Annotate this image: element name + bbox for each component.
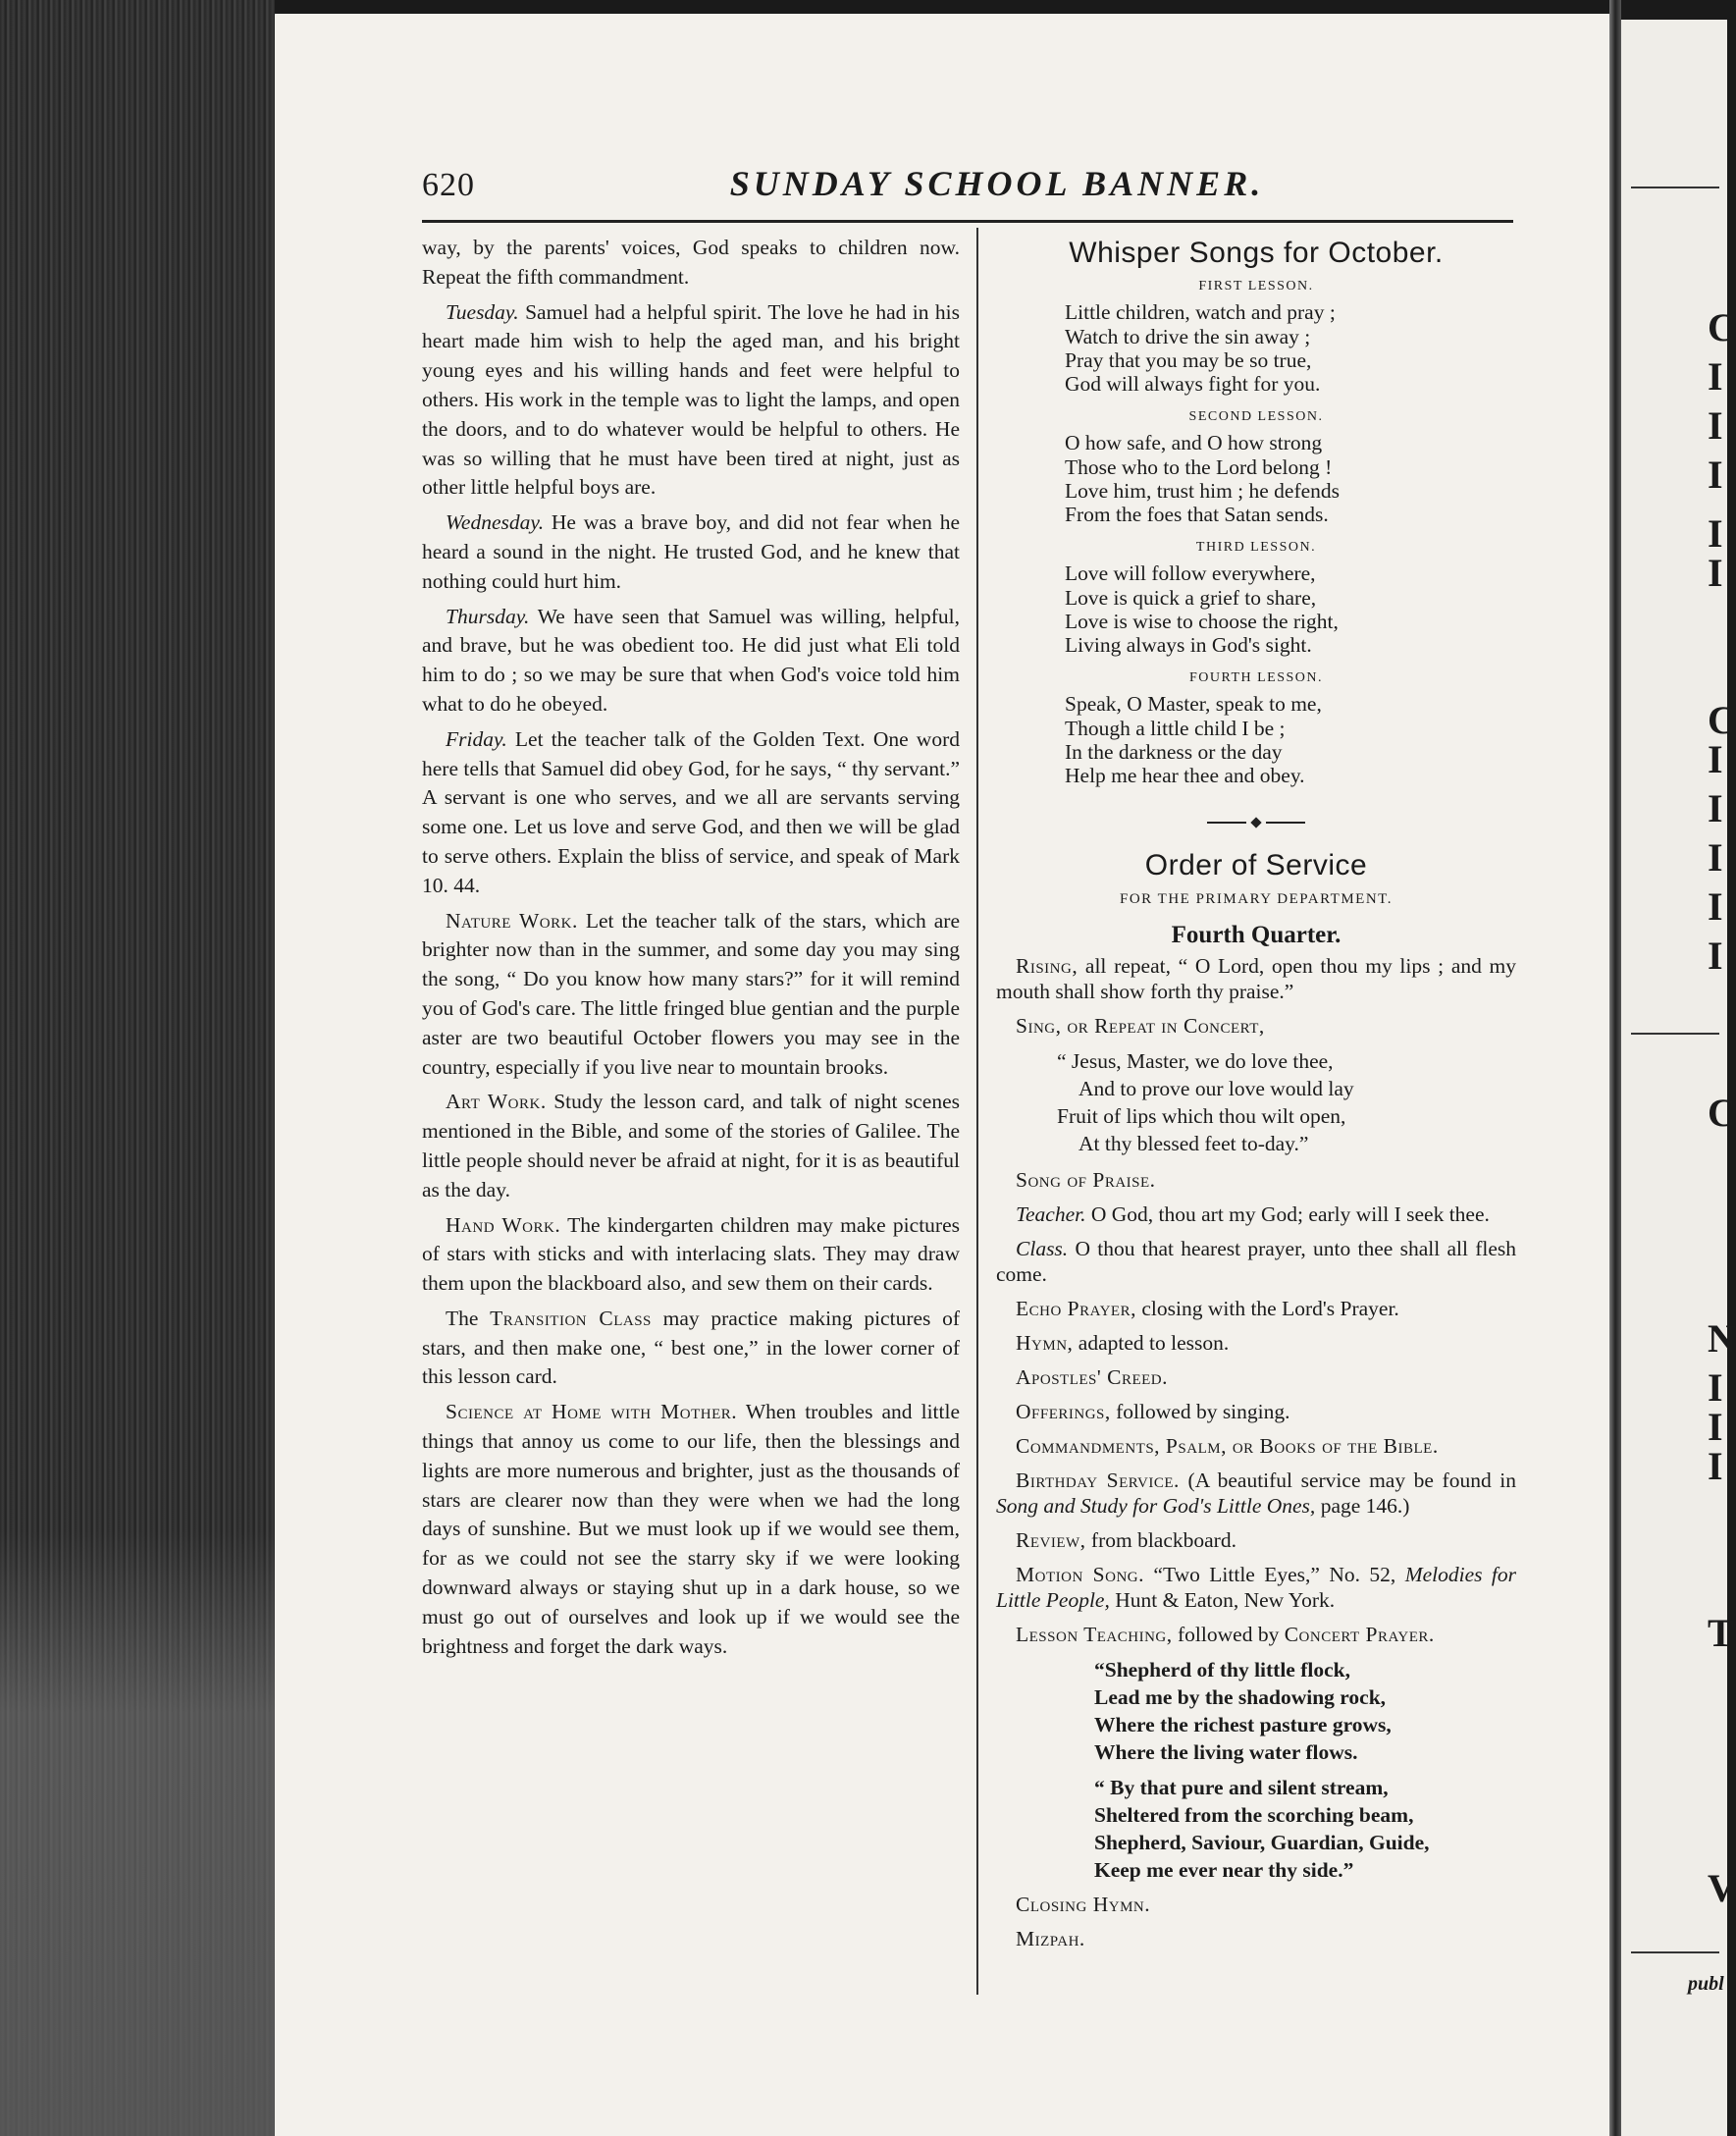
verse-line: “ Jesus, Master, we do love thee, <box>1057 1048 1334 1073</box>
paragraph-friday <box>422 725 960 901</box>
service-item-rising <box>996 953 1516 1004</box>
right-column <box>996 234 1516 1960</box>
ornament-divider <box>1207 817 1305 828</box>
service-item-sing <box>1016 1013 1516 1039</box>
verse-line: Lead me by the shadowing rock, <box>1094 1684 1387 1709</box>
paragraph-science-at-home <box>422 1398 960 1661</box>
service-item-echo-prayer <box>1016 1296 1516 1321</box>
facing-page-letter: I <box>1708 453 1723 497</box>
order-of-service-title: Order of Service <box>1144 849 1368 882</box>
facing-page-letter: I <box>1708 737 1723 781</box>
paragraph-text: Study the lesson card, and talk of night scenes mentioned in the Bible, and some of the stories of Galilee. The little people should never be afraid at night, for it is as beautiful as the day. <box>422 1090 960 1202</box>
paragraph-transition-class <box>422 1305 960 1392</box>
item-label: Lesson Teaching, <box>1016 1622 1173 1646</box>
facing-page-letter: I <box>1708 884 1723 929</box>
section-label: Nature Work. <box>446 908 578 933</box>
quarter-heading: Fourth Quarter. <box>1171 921 1341 948</box>
paragraph-text: Samuel had a helpful spirit. The love he had in his heart made him wish to help the aged man, and his bright young eyes and his willing hands and feet were helpful to others. His work in the temple was to light the lamps, and open the doors, and to do whatever would be helpful to others. He was so willing that he must have been tired at night, just as other little helpful boys are. <box>422 299 961 500</box>
book-page <box>275 14 1609 2136</box>
section-label: Transition Class <box>490 1306 652 1330</box>
rule-line <box>1631 1033 1719 1035</box>
poem-line: Help me hear thee and obey. <box>1065 764 1305 788</box>
item-label: Rising, <box>1016 953 1078 978</box>
service-item-commandments <box>1016 1433 1516 1459</box>
item-label: Birthday Service. <box>1016 1468 1180 1492</box>
item-label: Commandments, Psalm, or Books of the Bible. <box>1016 1433 1439 1458</box>
rule-line <box>1631 1951 1719 1953</box>
facing-page-letter: C <box>1708 1091 1736 1135</box>
paragraph-text: When troubles and little things that annoy us come to our life, then the blessings and lights are more numerous and brighter, just as the thousands of stars are clearer now than they were when we had the long days of sunshine. But we must look up if we would see them, for as we could not see the starry sky if we were looking downward always or staying shut up in a dark house, so we must go out of ourselves and look up if we would see the brightness and forget the dark ways. <box>422 1400 961 1658</box>
rule-line <box>1631 187 1719 188</box>
service-item-creed <box>1016 1364 1516 1390</box>
item-text: O God, thou art my God; early will I seek thee. <box>1090 1202 1490 1226</box>
verse-line: Fruit of lips which thou wilt open, <box>1057 1103 1346 1128</box>
service-item-closing-hymn <box>1016 1892 1516 1917</box>
order-of-service-subtitle: FOR THE PRIMARY DEPARTMENT. <box>1120 891 1393 908</box>
day-label: Friday. <box>446 726 507 751</box>
item-label: Offerings, <box>1016 1399 1111 1423</box>
item-label: Mizpah. <box>1016 1926 1085 1950</box>
lesson-label: SECOND LESSON. <box>1188 409 1324 425</box>
facing-page-letter: I <box>1708 1444 1723 1488</box>
item-label: Hymn, <box>1016 1330 1074 1355</box>
facing-page-letter: C <box>1708 305 1736 349</box>
facing-page-letter: I <box>1708 1365 1723 1410</box>
page-header <box>422 159 1513 223</box>
poem-line: Speak, O Master, speak to me, <box>1065 692 1322 717</box>
service-item-hymn <box>1016 1330 1516 1356</box>
item-text: Hunt & Eaton, New York. <box>1115 1587 1336 1612</box>
service-item-class <box>996 1236 1516 1287</box>
book-gutter <box>1609 0 1621 2136</box>
poem-line: O how safe, and O how strong <box>1065 431 1323 455</box>
item-label: Sing, or Repeat in Concert, <box>1016 1013 1265 1038</box>
service-item-song-of-praise <box>1016 1167 1516 1193</box>
poem-line: Little children, watch and pray ; <box>1065 300 1336 325</box>
book-title: Melodies for Little People, <box>996 1562 1517 1612</box>
item-label: Teacher. <box>1016 1202 1086 1226</box>
facing-page-letter: N <box>1708 1316 1736 1361</box>
facing-page-letter: T <box>1708 1611 1734 1655</box>
item-label: Apostles' Creed. <box>1016 1364 1169 1389</box>
paragraph-continuation: way, by the parents' voices, God speaks to children now. Repeat the fifth commandment. <box>422 236 960 289</box>
facing-page-letter: I <box>1708 835 1723 880</box>
poem-line: Watch to drive the sin away ; <box>1065 324 1311 348</box>
item-label: Song of Praise. <box>1016 1167 1156 1192</box>
verse-line: And to prove our love would lay <box>1078 1076 1354 1100</box>
verse-line: Shepherd, Saviour, Guardian, Guide, <box>1094 1830 1430 1854</box>
poem-line: Those who to the Lord belong ! <box>1065 454 1333 479</box>
service-item-birthday <box>996 1468 1516 1519</box>
poem-line: Love is wise to choose the right, <box>1065 609 1339 633</box>
paragraph-nature-work <box>422 907 960 1083</box>
poem-line: From the foes that Satan sends. <box>1065 503 1329 527</box>
day-label: Thursday. <box>446 604 530 628</box>
facing-page-letter: I <box>1708 934 1723 978</box>
service-item-mizpah <box>1016 1926 1516 1951</box>
verse-line: Sheltered from the scorching beam, <box>1094 1802 1414 1827</box>
verse-line: At thy blessed feet to-day.” <box>1078 1131 1309 1155</box>
lesson-label: FIRST LESSON. <box>1198 279 1314 294</box>
water-stain <box>0 1531 285 2136</box>
book-title: Song and Study for God's Little Ones, <box>996 1493 1316 1518</box>
item-text: all repeat, “ O Lord, open thou my lips ; and my mouth shall show forth thy praise.” <box>996 953 1517 1003</box>
prayer-verse-2 <box>996 1774 1516 1884</box>
verse-line: Where the richest pasture grows, <box>1094 1712 1392 1736</box>
paragraph-wednesday <box>422 508 960 596</box>
poem-line: Love him, trust him ; he defends <box>1065 478 1341 503</box>
facing-page-letter: V <box>1708 1866 1736 1910</box>
paragraph-text: We have seen that Samuel was willing, helpful, and brave, but he was obedient too. He did just what Eli told him to do ; so we may be sure that when God's voice told him what to do he obeyed. <box>422 604 960 716</box>
poem-line: Living always in God's sight. <box>1065 633 1312 658</box>
lesson-label: THIRD LESSON. <box>1195 540 1317 556</box>
column-divider <box>976 228 978 1995</box>
lesson-label: FOURTH LESSON. <box>1188 670 1324 686</box>
poem-line: God will always fight for you. <box>1065 372 1321 397</box>
paragraph-hand-work <box>422 1211 960 1299</box>
whisper-songs-title: Whisper Songs for October. <box>1069 237 1444 269</box>
item-label: Echo Prayer, <box>1016 1296 1136 1320</box>
facing-page-letter: I <box>1708 1405 1723 1449</box>
verse-line: Keep me ever near thy side.” <box>1094 1857 1354 1882</box>
verse-line: “Shepherd of thy little flock, <box>1094 1657 1350 1682</box>
facing-page-letter: I <box>1708 403 1723 448</box>
day-label: Wednesday. <box>446 510 545 535</box>
facing-page-fragment <box>1621 20 1736 2136</box>
paragraph-text: He was a brave boy, and did not fear when he heard a sound in the night. He trusted God, and he knew that nothing could hurt him. <box>422 510 960 593</box>
verse-line: Where the living water flows. <box>1094 1739 1358 1764</box>
paragraph-tuesday <box>422 298 960 504</box>
left-column <box>422 234 960 1667</box>
item-label: Concert Prayer. <box>1284 1622 1435 1646</box>
verse-line: “ By that pure and silent stream, <box>1094 1775 1389 1799</box>
facing-page-letter: I <box>1708 551 1723 595</box>
item-text: O thou that hearest prayer, unto thee shall all flesh come. <box>996 1236 1516 1286</box>
item-text: “Two Little Eyes,” No. 52, <box>1153 1562 1396 1586</box>
item-text: followed by <box>1178 1622 1280 1646</box>
paragraph-text: The <box>446 1306 479 1330</box>
item-text: adapted to lesson. <box>1078 1330 1230 1355</box>
facing-page-letter: I <box>1708 786 1723 830</box>
poem-line: In the darkness or the day <box>1065 739 1283 764</box>
paragraph-art-work <box>422 1088 960 1204</box>
page-number: 620 <box>422 167 475 203</box>
item-label: Review, <box>1016 1527 1086 1552</box>
prayer-verse-1 <box>996 1656 1516 1766</box>
paragraph-text: Let the teacher talk of the Golden Text. One word here tells that Samuel did obey God, for he says, “ thy servant.” A servant is one who serves, and we all are servants serving some one. Let us love and serve God, and then we will be glad to serve others. Explain the bliss of service, and speak of Mark 10. 44. <box>422 726 960 897</box>
facing-page-letter: I <box>1708 354 1723 399</box>
paragraph-text: may practice making pictures of stars, and then make one, “ best one,” in the lower corner of this lesson card. <box>422 1306 961 1389</box>
service-item-offerings <box>1016 1399 1516 1424</box>
poem-line: Though a little child I be ; <box>1065 716 1286 740</box>
item-label: Closing Hymn. <box>1016 1892 1151 1916</box>
poem-line: Love will follow everywhere, <box>1065 561 1316 586</box>
paragraph-thursday <box>422 603 960 720</box>
day-label: Tuesday. <box>446 299 519 324</box>
whisper-songs-lessons <box>996 275 1516 787</box>
section-label: Hand Work. <box>446 1212 561 1237</box>
facing-page-letter: I <box>1708 511 1723 556</box>
poem-line: Love is quick a grief to share, <box>1065 585 1317 610</box>
section-label: Science at Home with Mother. <box>446 1400 738 1424</box>
facing-page-letter: C <box>1708 698 1736 742</box>
paragraph-text: Let the teacher talk of the stars, which are brighter now than in the summer, and some day you may sing the song, “ Do you know how many stars?” for it will remind you of God's care. The little fringed blue gentian and the purple aster are two beautiful October flowers you may see in the country, especially if you live near to mountain brooks. <box>422 908 961 1079</box>
section-label: Art Work. <box>446 1090 547 1114</box>
sing-verse <box>996 1047 1516 1157</box>
service-item-teacher <box>996 1202 1516 1227</box>
item-text: from blackboard. <box>1090 1527 1236 1552</box>
item-text: page 146.) <box>1320 1493 1410 1518</box>
service-item-motion-song <box>996 1562 1516 1613</box>
poem-line: Pray that you may be so true, <box>1065 347 1312 372</box>
service-item-lesson-teaching <box>1016 1622 1516 1647</box>
item-text: closing with the Lord's Prayer. <box>1141 1296 1399 1320</box>
running-title: SUNDAY SCHOOL BANNER. <box>729 164 1265 203</box>
item-text: followed by singing. <box>1116 1399 1290 1423</box>
item-label: Motion Song. <box>1016 1562 1145 1586</box>
paragraph-text: The kindergarten children may make pictures of stars with sticks and with interlacing slats. They may draw them upon the blackboard also, and sew them on their cards. <box>422 1212 960 1296</box>
item-text: (A beautiful service may be found in <box>1187 1468 1516 1492</box>
facing-page-word: publ <box>1688 1973 1724 1995</box>
item-label: Class. <box>1016 1236 1069 1260</box>
service-item-review <box>1016 1527 1516 1553</box>
